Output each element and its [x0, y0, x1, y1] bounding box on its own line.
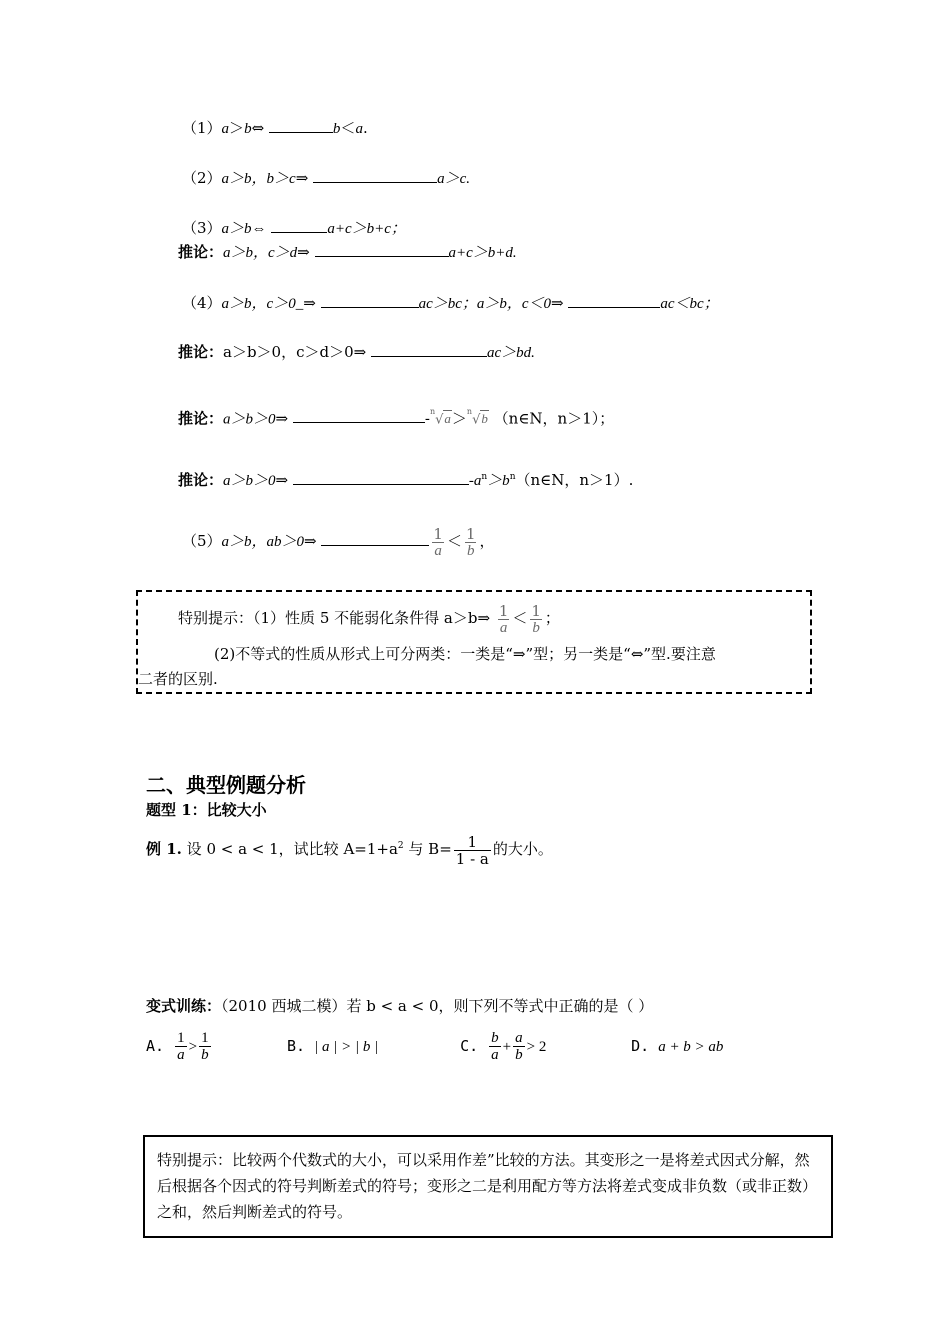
fraction-1-over-1-minus-a: $\frac{1}{1 - a}$ [455, 832, 489, 868]
prop-3-corollary: 推论：a＞b，c＞d⇒ a+c＞b+d. [178, 243, 517, 261]
tip1-line-2: (2)不等式的性质从形式上可分两类：一类是“⇒”型；另一类是“⇔”型.要注意 [214, 645, 716, 663]
nth-root-a: $^n$√a [429, 407, 451, 428]
answer-blank[interactable] [321, 531, 429, 546]
option-a[interactable]: A. $\frac{1}{a}$ > $\frac{1}{b}$ [146, 1030, 209, 1063]
answer-blank[interactable] [293, 408, 425, 423]
option-d[interactable]: D. a + b > ab [631, 1037, 724, 1055]
section-title: 二、典型例题分析 [146, 773, 306, 797]
fraction-1-over-b: $\frac{1}{b}$ [465, 524, 476, 559]
option-c[interactable]: C. $\frac{b}{a}$ + $\frac{a}{b}$ > 2 [460, 1030, 547, 1063]
fraction-1-over-a: $\frac{1}{a}$ [498, 601, 509, 636]
tip1-line-1: 特别提示：（1）性质 5 不能弱化条件得 a＞b⇒ $\frac{1}{a}$ ＜ $\frac{1}{b}$ ； [178, 601, 560, 636]
fraction-1-over-a: $\frac{1}{a}$ [433, 524, 443, 559]
tip1-line-3: 二者的区别. [138, 670, 218, 688]
nth-root-b: $^n$√b [466, 407, 488, 428]
special-tip-box-solid [143, 1135, 833, 1238]
example-1: 例 1. 设 0 < a < 1，试比较 $A=1+a^2$ 与 B= $\frac{1}{1 - a}$ 的大小。 [146, 832, 553, 868]
answer-blank[interactable] [313, 168, 437, 183]
fraction-1-over-b: $\frac{1}{b}$ [531, 601, 541, 636]
answer-blank[interactable] [568, 293, 660, 308]
answer-blank[interactable] [321, 293, 419, 308]
prop-3: （3）a＞b⇔ a+c＞b+c； [182, 219, 406, 237]
answer-blank[interactable] [371, 342, 487, 357]
prop-2: （2）a＞b，b＞c⇒ a＞c. [182, 169, 470, 187]
prop-4-corollary-1: 推论：a＞b＞0，c＞d＞0⇒ ac＞bd. [178, 343, 535, 361]
prop-5: （5）a＞b，ab＞0⇒ $\frac{1}{a}$ ＜ $\frac{1}{b}$ ， [182, 524, 495, 559]
option-b[interactable]: B. | a | > | b | [287, 1037, 379, 1055]
tip2-text: 特别提示：比较两个代数式的大小，可以采用作差”比较的方法。其变形之一是将差式因式分解，然后根据各个因式的符号判断差式的符号；变形之二是利用配方等方法将差式变成非负数（或非正数）之和，然后判断差式的符号。 [157, 1151, 818, 1221]
answer-blank[interactable] [269, 118, 333, 133]
prop-1: （1）a＞b⇔ b＜a. [182, 119, 368, 137]
question-type-heading: 题型 1：比较大小 [146, 801, 267, 819]
variant-question: 变式训练：（2010 西城二模）若 b < a < 0，则下列不等式中正确的是（ ） [146, 997, 654, 1015]
answer-blank[interactable] [315, 242, 449, 257]
answer-blank[interactable] [293, 470, 469, 485]
variant-options [146, 1024, 723, 1069]
prop-4-corollary-2: 推论：a＞b＞0⇒ -$^n$√a＞$^n$√b （n∈N，n＞1）； [178, 406, 614, 430]
answer-blank[interactable] [271, 218, 327, 233]
prop-4: （4）a＞b，c＞0_⇒ ac＞bc；a＞b，c＜0⇒ ac＜bc； [182, 294, 719, 312]
prop-4-corollary-3: 推论：a＞b＞0⇒ $-a^n>b^n(n\in N$，n＞1）. [178, 471, 634, 489]
